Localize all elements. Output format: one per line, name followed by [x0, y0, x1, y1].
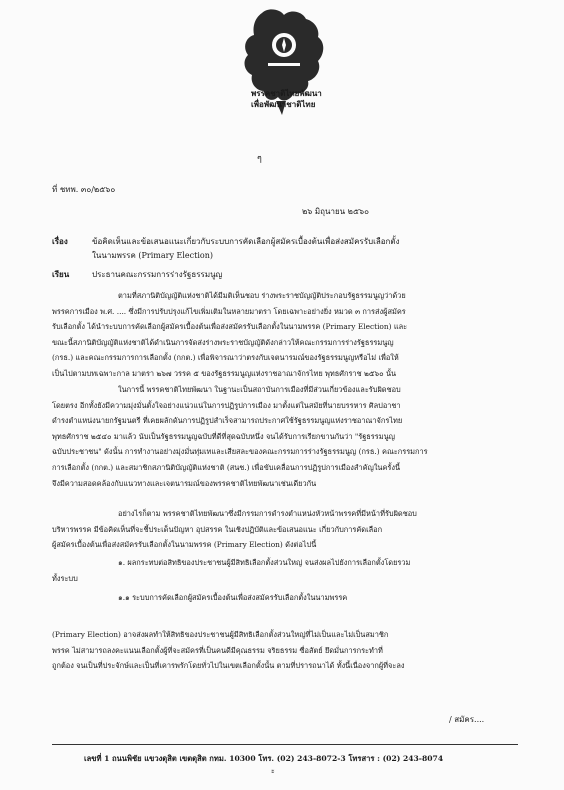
paragraph-line: การเลือกตั้ง (กกต.) และสมาชิกสภานิติบัญญัติแห่งชาติ (สนช.) เพื่อขับเคลื่อนการปฏิรูปการเมืองสำคัญในครั้งนี้ — [52, 462, 401, 472]
paragraph-line: ฉบับประชาชน" ดังนั้น การทำงานอย่างมุ่งมั่นทุ่มเทและเสียสละของคณะกรรมการร่างรัฐธรรมนูญ (กรธ.) คณะกรรมการ — [52, 447, 428, 457]
paragraph-line: ดำรงตำแหน่งนายกรัฐมนตรี ที่เคยผลักดันการปฏิรูปสำเร็จสามารถประกาศใช้รัฐธรรมนูญแห่งราชอาณาจักรไทย — [52, 416, 403, 426]
paragraph-line: รับเลือกตั้ง ได้นำระบบการคัดเลือกผู้สมัครเบื้องต้นเพื่อส่งสมัครรับเลือกตั้งในนามพรรค (Primary Election) และ — [52, 322, 408, 332]
paragraph-line: (กรธ.) และคณะกรรมการการเลือกตั้ง (กกต.) เพื่อพิจารณาว่าตรงกับเจตนารมณ์ของรัฐธรรมนูญหรือไม่ เพื่อให้ — [52, 353, 399, 363]
paragraph-3 — [52, 506, 522, 553]
recipient: ประธานคณะกรรมการร่างรัฐธรรมนูญ — [92, 270, 223, 279]
paragraph-line: จึงมีความสอดคล้องกับแนวทางและเจตนารมณ์ของพรรคชาติไทยพัฒนาเช่นเดียวกัน — [52, 478, 317, 488]
party-name-line1: พรรคชาติไทยพัฒนา — [251, 88, 322, 98]
continuation-marker: / สมัคร.... — [449, 715, 485, 724]
paragraph-line: พรรคการเมือง พ.ศ. .... ซึ่งมีการปรับปรุงแก้ไขเพิ่มเติมในหลายมาตรา โดยเฉพาะอย่างยิ่ง หมวด ๓ การส่งผู้สมัคร — [52, 306, 406, 316]
paragraph-1 — [52, 288, 522, 382]
header-mark: ๆ — [257, 154, 262, 164]
paragraph-line: (Primary Election) อาจส่งผลทำให้สิทธิของประชาชนผู้มีสิทธิเลือกตั้งส่วนใหญ่ที่ไม่เป็นและไม่เป็นสมาชิก — [52, 630, 389, 639]
paragraph-line: ถูกต้อง จนเป็นที่ประจักษ์และเป็นที่เคารพรักโดยทั่วไปในเขตเลือกตั้งนั้น ตามที่ปรารถนาได้ ทั้งนี้เนื่องจากผู้ที่จะลง — [52, 661, 405, 671]
paragraph-2 — [52, 382, 522, 491]
footer-divider — [52, 744, 518, 745]
paragraph-line: เป็นไปตามบทเฉพาะกาล มาตรา ๒๖๗ วรรค ๕ ของรัฐธรรมนูญแห่งราชอาณาจักรไทย พุทธศักราช ๒๕๖๐ นั้น — [52, 368, 397, 378]
paragraph-line: ในการนี้ พรรคชาติไทยพัฒนา ในฐานะเป็นสถาบันการเมืองที่มีส่วนเกี่ยวข้องและรับผิดชอบ — [118, 385, 401, 394]
subject-line-2: ในนามพรรค (Primary Election) — [92, 251, 213, 260]
subject-line-1: ข้อคิดเห็นและข้อเสนอแนะเกี่ยวกับระบบการคัดเลือกผู้สมัครเบื้องต้นเพื่อส่งสมัครรับเลือกตั้ง — [92, 237, 400, 246]
paragraph-5 — [52, 590, 522, 606]
paragraph-6 — [52, 627, 522, 674]
subject-label: เรื่อง — [52, 236, 68, 246]
paragraph-line: ๑. ผลกระทบต่อสิทธิของประชาชนผู้มีสิทธิเลือกตั้งส่วนใหญ่ จนส่งผลไปยังการเลือกตั้งโดยรวม — [118, 558, 411, 567]
paragraph-line: พรรค ไม่สามารถลงคะแนนเลือกตั้งผู้ที่จะสมัครที่เป็นคนดีมีคุณธรรม จริยธรรม ซื่อสัตย์ ยึดมั่นการกระทำที่ — [52, 645, 383, 655]
paragraph-line: ผู้สมัครเบื้องต้นเพื่อส่งสมัครรับเลือกตั้งในนามพรรค (Primary Election) ดังต่อไปนี้ — [52, 540, 317, 550]
reference-number: ที่ ชทพ. ๓๐/๒๕๖๐ — [52, 185, 116, 194]
paragraph-line: พุทธศักราช ๒๕๔๐ มาแล้ว นับเป็นรัฐธรรมนูญฉบับที่ดีที่สุดฉบับหนึ่ง จนได้รับการเรียกขานกันว่า "รัฐธรรมนูญ — [52, 431, 395, 441]
letter-date: ๒๖ มิถุนายน ๒๕๖๐ — [302, 207, 369, 216]
paragraph-line: โดยตรง อีกทั้งยังมีความมุ่งมั่นตั้งใจอย่างแน่วแน่ในการปฏิรูปการเมือง มาตั้งแต่ในสมัยที่นายบรรหาร ศิลปอาชา — [52, 400, 401, 410]
paragraph-line: ขณะนี้สภานิติบัญญัติแห่งชาติได้ดำเนินการจัดส่งร่างพระราชบัญญัติดังกล่าวให้คณะกรรมการร่างรัฐธรรมนูญ — [52, 337, 394, 347]
party-name — [251, 88, 331, 110]
paragraph-line: บริหารพรรค มีข้อคิดเห็นที่จะชี้ประเด็นปัญหา อุปสรรค ในเชิงปฏิบัติและข้อเสนอแนะ เกี่ยวกับการคัดเลือก — [52, 524, 383, 534]
paragraph-line: ทั้งระบบ — [52, 573, 78, 583]
paragraph-line: ๑.๑ ระบบการคัดเลือกผู้สมัครเบื้องต้นเพื่อส่งสมัครรับเลือกตั้งในนามพรรค — [118, 593, 348, 602]
paragraph-line: ตามที่สภานิติบัญญัติแห่งชาติได้มีมติเห็นชอบ ร่างพระราชบัญญัติประกอบรัฐธรรมนูญว่าด้วย — [118, 291, 406, 300]
recipient-label: เรียน — [52, 269, 70, 279]
paragraph-4 — [52, 555, 522, 586]
paragraph-line: อย่างไรก็ตาม พรรคชาติไทยพัฒนาซึ่งมีกรรมการดำรงตำแหน่งหัวหน้าพรรคที่มีหน้าที่รับผิดชอบ — [118, 509, 417, 518]
page-mark: ะ — [271, 767, 275, 775]
party-name-line2: เพื่อพัฒนาชาติไทย — [251, 99, 316, 109]
footer-address: เลขที่ 1 ถนนพิชัย แขวงดุสิต เขตดุสิต กทม. 10300 โทร. (02) 243-8072-3 โทรสาร : (02) 243-8074 — [84, 754, 444, 763]
